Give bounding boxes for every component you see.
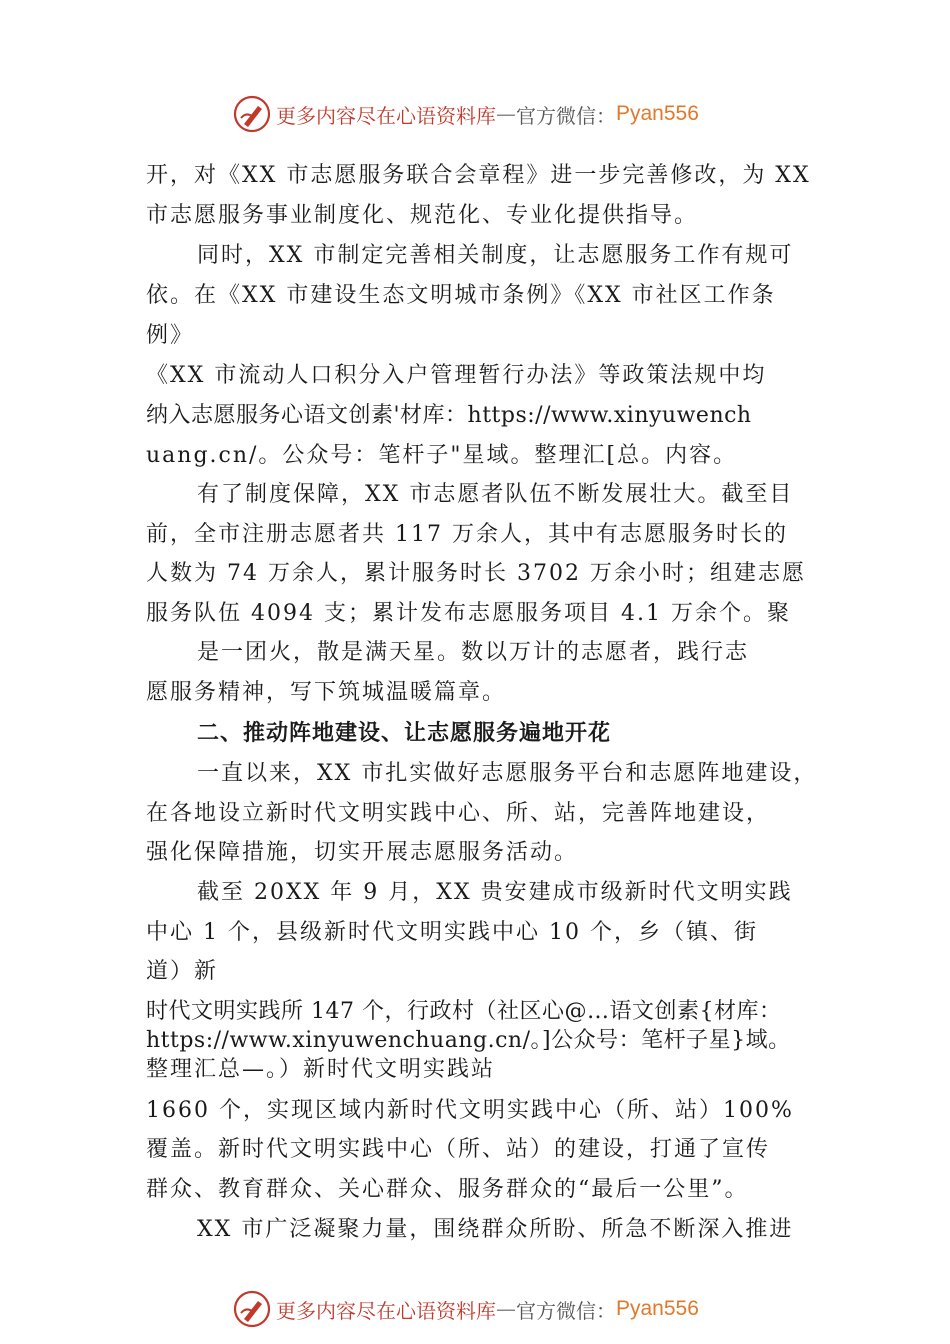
text-line: 道）新	[146, 959, 219, 984]
pen-logo-icon	[232, 94, 272, 134]
text-line: 在各地设立新时代文明实践中心、所、站，完善阵地建设，	[146, 801, 771, 826]
text-line: 市志愿服务事业制度化、规范化、专业化提供指导。	[146, 203, 699, 228]
footer-watermark	[232, 1289, 699, 1329]
text-line: 覆盖。新时代文明实践中心（所、站）的建设，打通了宣传	[146, 1137, 771, 1162]
text-line: XX 市广泛凝聚力量，围绕群众所盼、所急不断深入推进	[197, 1217, 794, 1242]
text-line: uang.cn/。公众号：笔杆子"星域。整理汇[总。内容。	[146, 443, 738, 468]
text-line: 截至 20XX 年 9 月，XX 贵安建成市级新时代文明实践	[197, 880, 793, 905]
text-line: 时代文明实践所 147 个，行政村（社区心@…语文创素{材库：	[146, 999, 782, 1024]
text-line: 群众、教育群众、关心群众、服务群众的“最后一公里”。	[146, 1177, 749, 1202]
text-line: 纳入志愿服务心语文创素'材库：https://www.xinyuwench	[146, 403, 752, 428]
text-line: 中心 1 个，县级新时代文明实践中心 10 个，乡（镇、街	[146, 920, 758, 945]
text-line: 《XX 市流动人口积分入户管理暂行办法》等政策法规中均	[146, 363, 767, 388]
text-line: 愿服务精神，写下筑城温暖篇章。	[146, 680, 507, 705]
text-line: 有了制度保障，XX 市志愿者队伍不断发展壮大。截至目	[197, 482, 794, 507]
watermark-brand: 更多内容尽在心语资料库	[276, 1298, 496, 1323]
text-line: 一直以来，XX 市扎实做好志愿服务平台和志愿阵地建设，	[197, 761, 818, 786]
text-line: 强化保障措施，切实开展志愿服务活动。	[146, 840, 579, 865]
watermark-separator: —	[496, 102, 516, 126]
text-line: 1660 个，实现区域内新时代文明实践中心（所、站）100%	[146, 1098, 794, 1123]
watermark-wechat-label: 官方微信：	[516, 103, 616, 128]
pen-logo-icon	[232, 1289, 272, 1329]
watermark-separator: —	[496, 1297, 516, 1321]
section-heading: 二、推动阵地建设、让志愿服务遍地开花	[197, 721, 612, 746]
text-line: 同时，XX 市制定完善相关制度，让志愿服务工作有规可	[197, 243, 794, 268]
text-line: 依。在《XX 市建设生态文明城市条例》《XX 市社区工作条	[146, 283, 776, 308]
watermark-brand: 更多内容尽在心语资料库	[276, 103, 496, 128]
watermark-wechat-id: Pyan556	[616, 102, 699, 125]
watermark-wechat-id: Pyan556	[616, 1297, 699, 1320]
text-line: 例》	[146, 323, 195, 348]
text-line: 开，对《XX 市志愿服务联合会章程》进一步完善修改，为 XX	[146, 163, 811, 188]
text-line: 前，全市注册志愿者共 117 万余人，其中有志愿服务时长的	[146, 522, 788, 547]
watermark-wechat-label: 官方微信：	[516, 1298, 616, 1323]
header-watermark	[232, 94, 699, 134]
text-line: https://www.xinyuwenchuang.cn/。]公众号：笔杆子星}域。	[146, 1028, 791, 1053]
text-line: 是一团火，散是满天星。数以万计的志愿者，践行志	[197, 640, 750, 665]
text-line: 服务队伍 4094 支；累计发布志愿服务项目 4.1 万余个。聚	[146, 601, 791, 626]
text-line: 人数为 74 万余人，累计服务时长 3702 万余小时；组建志愿	[146, 561, 806, 586]
text-line: 整理汇总—。）新时代文明实践站	[146, 1057, 496, 1082]
